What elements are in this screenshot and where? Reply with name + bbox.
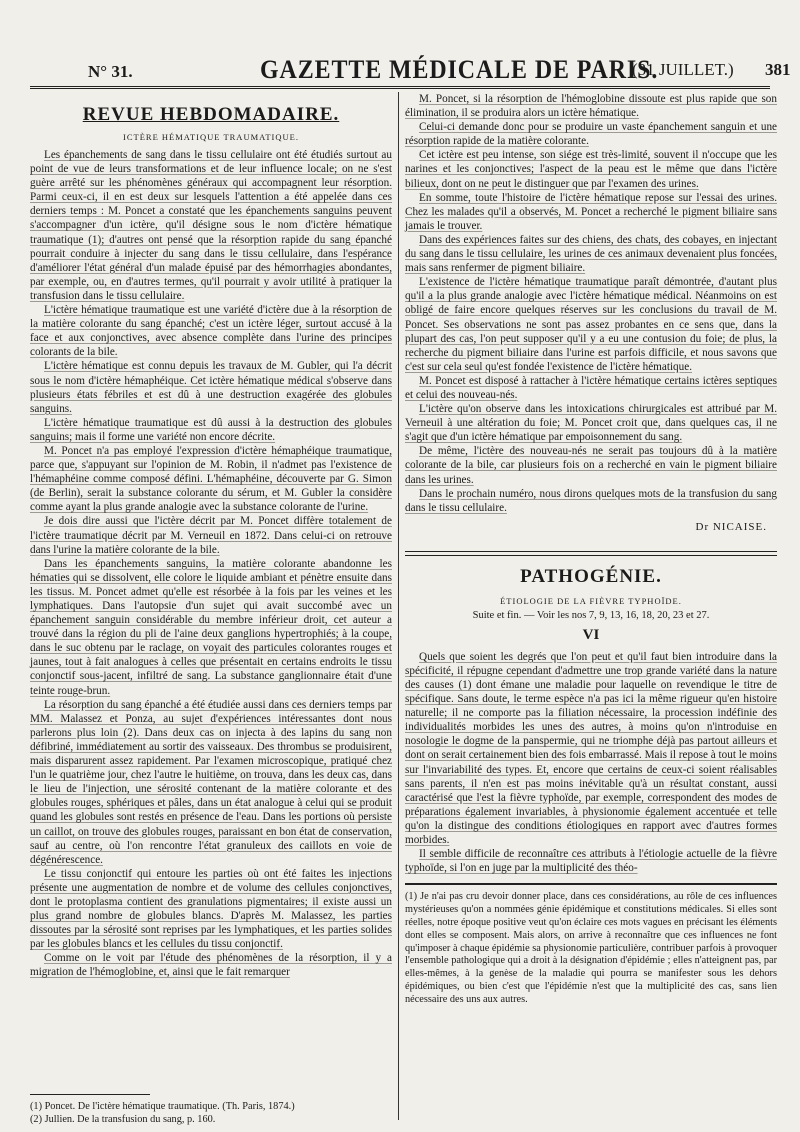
- bleed-through-text: [60, 6, 760, 56]
- revue-paragraph: L'ictère hématique traumatique est une variété d'ictère due à la résorption de la matière colorante du sang épanché; c'est un ictère léger, surtout accusé à la face et aux conjonctives, avec absence complète dans l'urine des principes colorants de la bile.: [30, 304, 392, 359]
- revue-continuation-paragraph: L'existence de l'ictère hématique traumatique paraît démontrée, d'autant plus qu'il a la plus grande analogie avec l'ictère hématique médical. Néanmoins on est obligé de faire encore quelques réserves sur les conclusions du travail de M. Poncet. Ses observations ne sont pas assez probantes en ce sens que, dans la plupart des cas, l'on peut supposer qu'il y a eu une contusion du foie; de plus, la recherche du pigment biliaire dans l'urine est parfois difficile, et nous savons que c'est sur cela seul qu'est fondée l'existence de l'ictère hématique.: [405, 276, 777, 373]
- revue-continuation-paragraph: Cet ictère est peu intense, son siége est très-limité, souvent il n'occupe que les narines et les conjonctives; l'aspect de la peau est le même que dans l'ictère bilieux, dont on ne peut le distinguer que par l'examen des urines.: [405, 149, 777, 190]
- section-number: VI: [582, 626, 600, 643]
- revue-paragraph: L'ictère hématique est connu depuis les travaux de M. Gubler, qui l'a décrit sous le nom d'ictère hémaphéique. Cet ictère hématique médical s'observe dans plusieurs états fébriles et est dû à une destruction exagérée des globules sanguins.: [30, 360, 392, 415]
- revue-continuation-paragraph: L'ictère qu'on observe dans les intoxications chirurgicales est attribué par M. Verneuil à une altération du foie; M. Poncet croit que, dans quelques cas, il ne s'agit que d'un ictère hématique par empoisonnement du sang.: [405, 403, 777, 444]
- section-divider: [405, 551, 777, 556]
- pathogenie-footnote-box: [405, 883, 777, 1006]
- revue-paragraph: Dans les épanchements sanguins, la matière colorante abandonne les hématies qui se dissolvent, elle colore le liquide ambiant et pénètre ensuite dans les tissus. M. Poncet admet qu'elle est résorbée à la fois par les veines et les lymphatiques. Dans l'autopsie d'un sujet qui avait succombé avec un épanchement sanguin considérable du membre inférieur droit, cet auteur a trouvé dans la région du pli de l'aine deux ganglions hypertrophiés; à la coupe, dans le suc obtenu par le raclage, on voyait des particules colorantes rouges et jaunes, tout à fait analogues à celles que présentait en certains endroits le tissu conjonctif sous-jacent, infiltré de sang. La substance ganglionnaire était d'une teinte rouge-brun.: [30, 557, 392, 697]
- pathogenie-paragraph: Il semble difficile de reconnaître ces attributs à l'étiologie actuelle de la fièvre typhoïde, si l'on en juge par la multiplicité des théo-: [405, 848, 777, 875]
- revue-subtitle: ICTÈRE HÉMATIQUE TRAUMATIQUE.: [123, 132, 299, 142]
- revue-continuation-paragraph: M. Poncet est disposé à rattacher à l'ictère hématique certains ictères septiques et celui des nouveau-nés.: [405, 374, 777, 401]
- issue-number: N° 31.: [88, 62, 133, 81]
- page-number: 381: [765, 60, 791, 79]
- revue-continuation-paragraph: Dans le prochain numéro, nous dirons quelques mots de la transfusion du sang dans le tissu cellulaire.: [405, 487, 777, 514]
- revue-paragraph: Le tissu conjonctif qui entoure les parties où ont été faites les injections présente une augmentation de nombre et de volume des cellules conjonctives, dont le protoplasma contient des granulations pigmentaires; il existe aussi un plus grand nombre de globules blancs. D'après M. Malassez, les parties dissoutes par la sérosité sont reprises par les lymphatiques, et les parties solides par les globules blancs et les cellules du tissu conjonctif.: [30, 867, 392, 951]
- revue-footnotes: [30, 1084, 392, 1127]
- footnote: (1) Poncet. De l'ictère hématique traumatique. (Th. Paris, 1874.): [30, 1101, 295, 1112]
- right-column: [405, 92, 777, 1112]
- revue-continuation-paragraph: En somme, toute l'histoire de l'ictère hématique repose sur l'essai des urines. Chez les malades qu'il a observés, M. Poncet a recherché le pigment biliaire sans jamais le trouver.: [405, 191, 777, 232]
- pathogenie-title: PATHOGÉNIE.: [520, 565, 662, 587]
- revue-continuation-paragraph: Celui-ci demande donc pour se produire un vaste épanchement sanguin et une résorption rapide de la matière colorante.: [405, 121, 777, 148]
- footnote-rule: [30, 1094, 150, 1095]
- journal-title: GAZETTE MÉDICALE DE PARIS.: [260, 55, 659, 84]
- revue-paragraph: M. Poncet n'a pas employé l'expression d'ictère hémaphéique traumatique, parce que, s'appuyant sur l'opinion de M. Robin, il n'admet pas l'existence de l'hémaphéine comme composé défini. L'hémaphéine, découverte par G. Simon (de Berlin), serait la substance colorante du sérum, et M. Gubler la considère comme ayant la plus grande analogie avec la substance colorante de l'urine.: [30, 444, 392, 514]
- revue-paragraph: Les épanchements de sang dans le tissu cellulaire ont été étudiés surtout au point de vue de leurs transformations et de leur influence locale; on ne s'est guère arrêté sur les phénomènes généraux qui accompagnent leur résorption. Parmi ceux-ci, il en est deux sur lesquels l'attention a été appelée dans ces derniers temps : M. Poncet a constaté que les épanchements sanguins peuvent s'accompagner d'un ictère, qu'il désigne sous le nom d'ictère hématique traumatique (1); d'autres ont pensé que la résorption rapide du sang épanché pourrait conduire à injecter du sang dans le tissu cellulaire, dans l'espérance d'améliorer l'état général d'un malade épuisé par des hémorrhagies abondantes, par exemple, ou, en d'autres termes, qu'il pourrait y avoir utilité à pratiquer la transfusion dans le tissu cellulaire.: [30, 149, 392, 302]
- pathogenie-suite: Suite et fin. — Voir les nos 7, 9, 13, 16, 18, 20, 23 et 27.: [472, 609, 710, 621]
- column-divider: [398, 92, 399, 1120]
- revue-title: REVUE HEBDOMADAIRE.: [82, 104, 340, 125]
- revue-paragraph: Je dois dire aussi que l'ictère décrit par M. Poncet diffère totalement de l'ictère traumatique décrit par M. Verneuil en 1872. Dans celui-ci on retrouve dans l'urine la matière colorante de la bile.: [30, 515, 392, 556]
- pathogenie-subtitle: ÉTIOLOGIE DE LA FIÈVRE TYPHOÏDE.: [500, 595, 682, 606]
- revue-paragraph: La résorption du sang épanché a été étudiée aussi dans ces derniers temps par MM. Malassez et Ponza, au sujet d'expériences intéressantes dont nous parlerons plus loin (2). Dans deux cas on injecta à des lapins du sang non défibriné, immédiatement au sortir des vaisseaux. Des thrombus se produisirent, mais disparurent assez rapidement. Par l'examen microscopique, pratiqué chez l'un le quatrième jour, chez l'autre le huitième, on trouva, dans les deux cas, dans le lieu de l'injection, une sérosité contenant de la matière colorante et des globules rouges, sphériques et pâles, dans un état analogue à celui qui se produit quand les globules sont restés en présence de l'eau. Dans les portions où persiste un caillot, on trouve des globules rouges, paraissant en bon état de conservation, sauf au centre, où l'on rencontre l'état granuleux des caillots en voie de dégénérescence.: [30, 698, 392, 866]
- revue-continuation-paragraph: M. Poncet, si la résorption de l'hémoglobine dissoute est plus rapide que son élimination, il se produira alors un ictère hématique.: [405, 93, 777, 120]
- issue-date: (31 JUILLET.): [632, 60, 734, 79]
- revue-paragraph: L'ictère hématique traumatique est dû aussi à la destruction des globules sanguins; mais il forme une variété non encore décrite.: [30, 416, 392, 443]
- footnote: (2) Jullien. De la transfusion du sang, p. 160.: [30, 1113, 216, 1125]
- left-column: [30, 104, 392, 1084]
- footnote: (1) Je n'ai pas cru devoir donner place, dans ces considérations, au rôle de ces influences mystérieuses qu'on a nommées génie épidémique et constitutions médicales. Si elles sont réelles, notre époque positive veut qu'on éclaire ces mots vagues en précisant les éléments dont elles se composent. Mais alors, on arrive à reconnaître que ces influences ne font qu'imposer à chaque épidémie sa physionomie particulière, contribuer parfois à provoquer l'ensemble pathologique qui a droit à la désignation d'épidémie ; elles n'atteignent pas, par elles-mêmes, à la genèse de la maladie qui pourra se manifester sous les dehors épidémiques, ou bien c'est que l'épidémie n'est que la multiplicité des cas, sans lien nécessaire des uns aux autres.: [405, 891, 777, 1005]
- author-signature: Dr NICAISE.: [695, 520, 767, 533]
- revue-continuation-paragraph: De même, l'ictère des nouveau-nés ne serait pas toujours dû à la matière colorante de la bile, car plusieurs fois on a recherché en vain le pigment biliaire dans les urines.: [405, 445, 777, 486]
- pathogenie-paragraph: Quels que soient les degrés que l'on peut et qu'il faut bien introduire dans la spécificité, il répugne cependant d'admettre une trop grande variété dans la nature des causes (1) dont émane une maladie pour laquelle on revendique le titre de spécifique. Sans doute, le terme espèce n'a pas ici la même rigueur qu'en histoire naturelle; il ne comporte pas la filiation nécessaire, la procession indéfinie des individualités morbides les unes des autres, à moins qu'on n'introduise en nosologie le dogme de la panspermie, qui ne triomphe déjà pas partout ailleurs et dont on serait certainement bien des fois embarrassé. Mais il repose à tout le moins sur l'invariabilité des types. Et, encore que certains de ceux-ci soient réalisables sans parents, il n'en est pas moins inévitable qu'à un résultat constant, aussi caractérisé que l'est la fièvre typhoïde, par exemple, correspondent des modes de préparations également invariables, à physionomie également accentuée et telle qu'on la distingue des conditions étiologiques en rapport avec d'autres formes morbides.: [405, 650, 777, 847]
- masthead: [30, 52, 791, 89]
- revue-paragraph: Comme on le voit par l'étude des phénomènes de la résorption, il y a migration de l'hémoglobine, et, ainsi que le fait remarquer: [30, 952, 392, 979]
- revue-continuation-paragraph: Dans des expériences faites sur des chiens, des chats, des cobayes, en injectant du sang dans le tissu cellulaire, les urines de ces animaux devenaient plus foncées, mais sans renfermer de pigment biliaire.: [405, 233, 777, 275]
